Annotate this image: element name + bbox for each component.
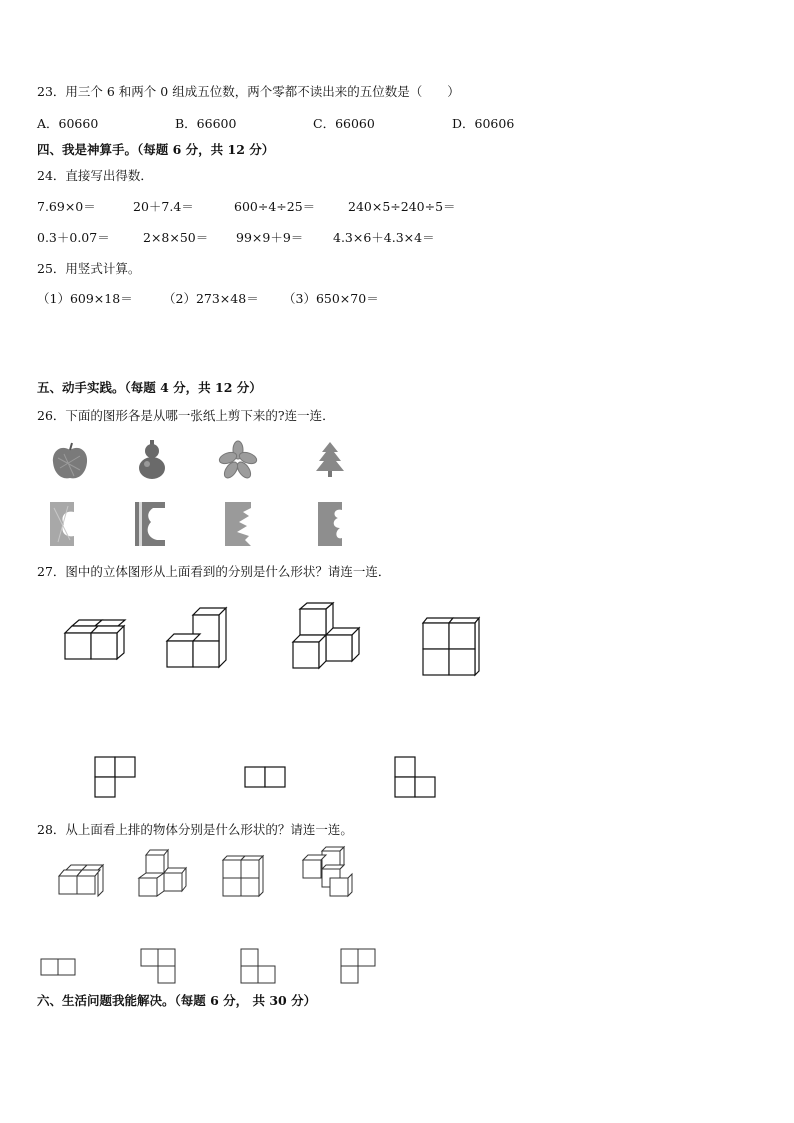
- q25-item: （2）273×48＝: [163, 291, 259, 306]
- q24-stem: 24．直接写出得数．: [37, 168, 153, 183]
- q26-stem: 26．下面的图形各是从哪一张纸上剪下来的?连一连．: [37, 408, 335, 423]
- cube-figure-3-icon: [290, 603, 362, 675]
- top-view-c-icon: [240, 948, 276, 984]
- q24-item: 2×8×50＝: [143, 230, 209, 245]
- paper-tree-edge-icon: [225, 502, 253, 546]
- cube-figure-1-icon: [62, 620, 128, 670]
- top-view-l-shape-icon: [94, 756, 136, 798]
- section-4-title: 四、我是神算手。（每题 6 分，共 12 分）: [37, 142, 275, 157]
- apple-cutout-icon: [50, 442, 90, 482]
- solid-b-icon: [136, 850, 188, 902]
- top-view-l-shape-reverse-icon: [394, 756, 436, 798]
- paper-apple-edge-icon: [50, 502, 80, 546]
- tree-cutout-icon: [316, 442, 344, 478]
- solid-c-icon: [220, 854, 270, 900]
- q28-stem: 28．从上面看上排的物体分别是什么形状的？请连一连。: [37, 822, 353, 837]
- solid-d-icon: [300, 846, 356, 902]
- cube-figure-4-icon: [420, 615, 484, 679]
- q24-item: 20＋7.4＝: [133, 199, 194, 214]
- top-view-d-icon: [340, 948, 376, 984]
- q24-item: 4.3×6＋4.3×4＝: [333, 230, 435, 245]
- top-view-a-icon: [40, 958, 76, 976]
- q24-item: 240×5÷240÷5＝: [348, 199, 456, 214]
- gourd-cutout-icon: [135, 440, 169, 480]
- q24-item: 7.69×0＝: [37, 199, 96, 214]
- section-6-title: 六、生活问题我能解决。（每题 6 分， 共 30 分）: [37, 993, 317, 1008]
- q23-option-b: B．66600: [175, 116, 237, 131]
- q25-item: （1）609×18＝: [37, 291, 133, 306]
- q25-stem: 25．用竖式计算。: [37, 261, 141, 276]
- q24-item: 0.3＋0.07＝: [37, 230, 110, 245]
- solid-a-icon: [56, 862, 106, 900]
- q24-item: 600÷4÷25＝: [234, 199, 316, 214]
- cube-figure-2-icon: [164, 608, 230, 672]
- q23-option-c: C．66060: [313, 116, 375, 131]
- top-view-b-icon: [140, 948, 176, 984]
- q23-stem: 23．用三个 6 和两个 0 组成五位数，两个零都不读出来的五位数是（ ）: [37, 84, 460, 99]
- paper-gourd-edge-icon: [135, 502, 167, 546]
- q24-item: 99×9＋9＝: [236, 230, 304, 245]
- flower-cutout-icon: [220, 442, 256, 478]
- q25-item: （3）650×70＝: [283, 291, 379, 306]
- q23-option-d: D．60606: [452, 116, 515, 131]
- section-5-title: 五、动手实践。（每题 4 分，共 12 分）: [37, 380, 262, 395]
- paper-flower-edge-icon: [318, 502, 346, 546]
- q27-stem: 27．图中的立体图形从上面看到的分别是什么形状？请连一连．: [37, 564, 391, 579]
- top-view-two-squares-icon: [244, 766, 286, 788]
- q23-option-a: A．60660: [37, 116, 99, 131]
